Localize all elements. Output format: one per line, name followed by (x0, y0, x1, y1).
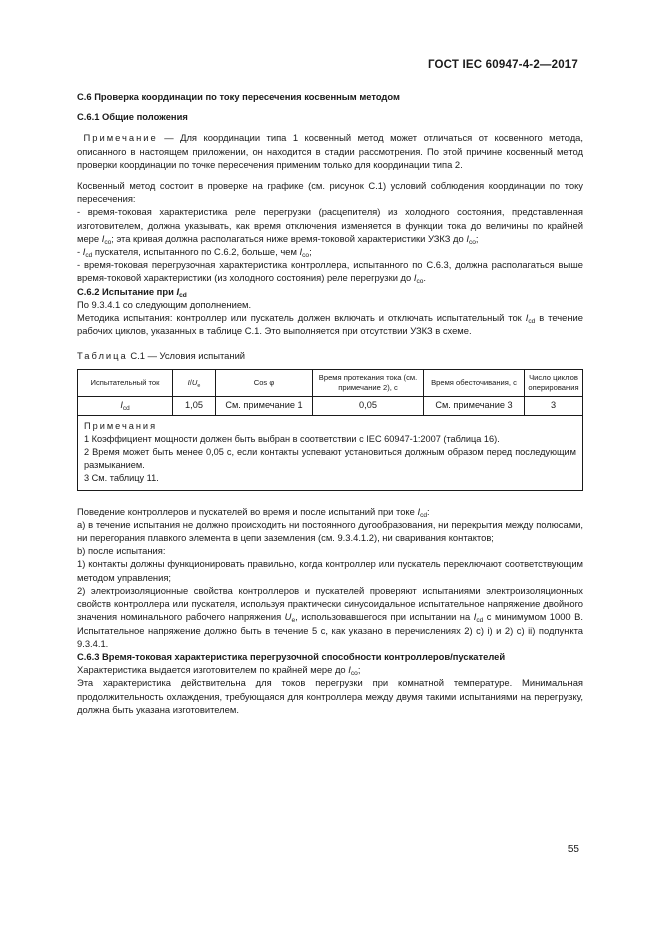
header-ratio: $I/U_e$ (173, 369, 216, 396)
paragraph-7: Поведение контроллеров и пускателей во время и после испытаний при токе $I_{cd}$: (77, 505, 430, 519)
header-cos: Cos φ (216, 369, 313, 396)
paragraph-12: Характеристика выдается изготовителем по крайней мере до $I_{co}$; (77, 664, 361, 678)
paragraph-2: - время-токовая характеристика реле перегрузки (расцепителя) из холодного состояния, представленная изготовителем, должна указывать, как время отключения изменяется в функции тока до величины по крайней мере $I_{co}$; эта кривая должна располагаться ниже время-токовой характеристики УЗКЗ до $I_{co}$; (77, 206, 583, 246)
section-c63-title: С.6.3 Время-токовая характеристика перегрузочной способности контроллеров/пускателей (77, 650, 506, 662)
table-notes (78, 415, 583, 490)
paragraph-3: - $I_{cd}$ пускателя, испытанного по С.6.2, больше, чем $I_{co}$; (77, 246, 312, 260)
section-c6-title: С.6 Проверка координации по току пересечения косвенным методом (77, 91, 400, 102)
table-header-row (78, 369, 583, 396)
section-c61-title: С.6.1 Общие положения (77, 111, 188, 123)
paragraph-4: - время-токовая перегрузочная характеристика контроллера, испытанного по С.6.3, должна располагаться выше время-токовой характеристики (из холодного состояния) реле перегрузки до $I_{co}$. (77, 259, 583, 286)
test-conditions-table (77, 369, 583, 491)
paragraph-5: По 9.3.4.1 со следующим дополнением. (77, 298, 252, 310)
header-cycles: Число циклов оперирования (525, 369, 583, 396)
note-text: — Для координации типа 1 косвенный метод может отличаться от косвенного метода, описанного в настоящем приложении, он находится в стадии рассмотрения. По этой причине косвенный метод проверки координации по точке пересечения применим только для координации типа 2. (77, 132, 583, 170)
section-c62-title: С.6.2 Испытание при $I_{cd}$ (77, 285, 187, 299)
paragraph-10: 1) контакты должны функционировать правильно, когда контроллер или пускатель переключают соответствующим методом управления; (77, 558, 583, 583)
paragraph-8: а) в течение испытания не должно происходить ни постоянного дугообразования, ни перекрытия между полюсами, ни перегорания плавкого элемента в цепи заземления (см. 9.3.4.1.2), ни сваривания контактов; (77, 518, 583, 544)
header-off-time: Время обесточивания, с (424, 369, 525, 396)
table-note-2: 2 Время может быть менее 0,05 с, если контакты успевают установиться должным образом перед последующим размыканием. (84, 447, 576, 471)
paragraph-6: Методика испытания: контроллер или пускатель должен включать и отключать испытательный ток $I_{cd}$ в течение рабочих циклов, указанных в таблице С.1. Это выполняется при отсутствии УЗКЗ в схеме. (77, 312, 583, 337)
cell-on-time: 0,05 (313, 396, 424, 415)
cell-test-current: $I_{cd}$ (78, 396, 173, 415)
header-on-time: Время протекания тока (см. примечание 2), с (313, 369, 424, 396)
paragraph-11: 2) электроизоляционные свойства контроллеров и пускателей проверяют испытаниями электроизоляционных свойств контроллера или пускателя, используя практически синусоидальное испытательное напряжение двойного значения номинального рабочего напряжения $U_e$, использовавшегося при испытании на $I_{cd}$ с минимумом 1000 В. Испытательное напряжение должно быть в течение 5 с, как указано в перечислениях 2) с) i) и 2) с) ii) подпункта 9.3.4.1. (77, 584, 583, 649)
header-test-current: Испытательный ток (78, 369, 173, 396)
cell-ratio: 1,05 (173, 396, 216, 415)
cell-cos: См. примечание 1 (216, 396, 313, 415)
page-number: 55 (567, 844, 579, 855)
table-caption: Таблица С.1 — Условия испытаний (77, 350, 246, 362)
paragraph-13: Эта характеристика действительна для токов перегрузки при комнатной температуре. Минимальная продолжительность охлаждения, требующаяся для контроллера между двумя такими испытаниями на перегрузку, должна быть указана изготовителем. (77, 677, 583, 715)
table-note-3: 3 См. таблицу 11. (84, 473, 159, 484)
paragraph-9: b) после испытания: (77, 545, 166, 557)
table-note-1: 1 Коэффициент мощности должен быть выбран в соответствии с IEC 60947-1:2007 (таблица 16). (84, 433, 500, 444)
standard-header: ГОСТ IEC 60947-4-2—2017 (427, 59, 578, 71)
page-content (77, 90, 583, 716)
paragraph-1: Косвенный метод состоит в проверке на графике (см. рисунок С.1) условий соблюдения координации по току пересечения: (77, 180, 583, 205)
table-notes-row (78, 415, 583, 490)
table-row (78, 396, 583, 415)
cell-off-time: См. примечание 3 (424, 396, 525, 415)
note-paragraph (77, 131, 583, 171)
cell-cycles: 3 (525, 396, 583, 415)
notes-title: Примечания (84, 420, 158, 431)
note-label: Примечание (83, 132, 158, 144)
